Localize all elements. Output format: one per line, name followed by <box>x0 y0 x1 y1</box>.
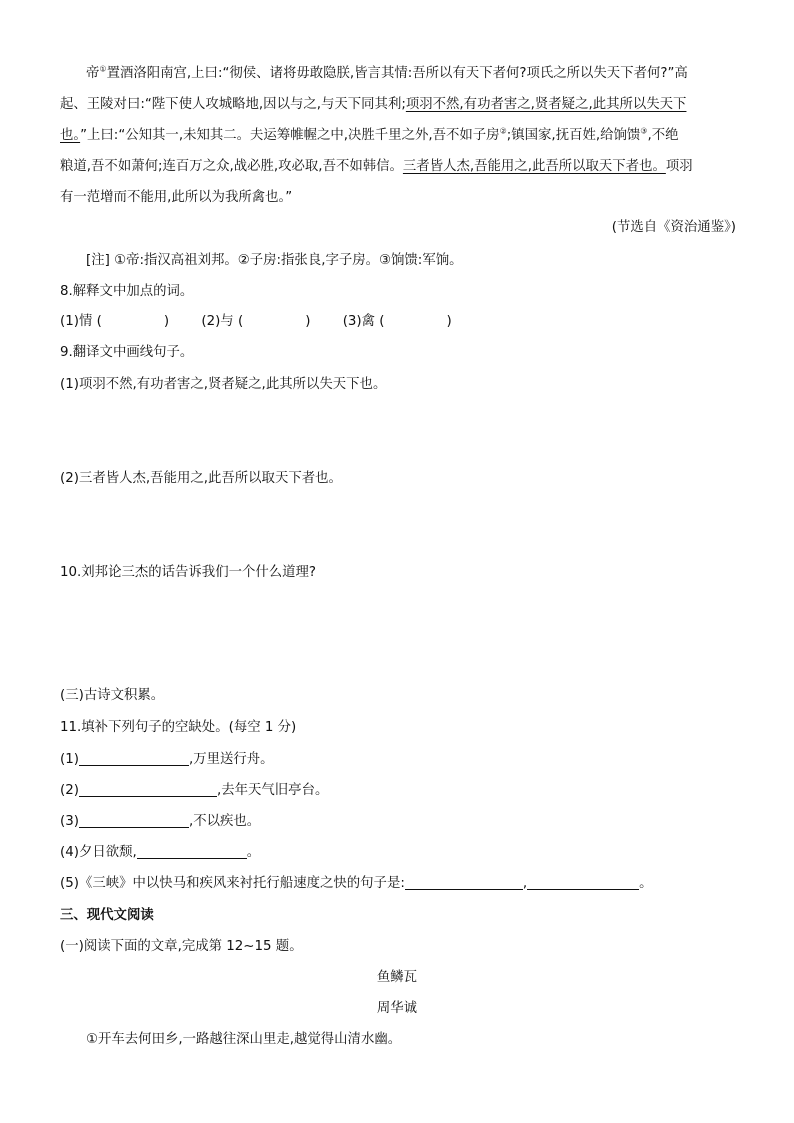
q8-item-1: (1)情 ( ) <box>60 314 170 329</box>
q11-item-3: (3) ,不以疾也。 <box>60 814 261 829</box>
underlined-sentence-2: 三者皆人杰,吾能用之,此吾所以取天下者也。 <box>402 159 666 174</box>
question-8-title: 8.解释文中加点的词。 <box>60 284 194 299</box>
blank-line[interactable] <box>79 781 217 797</box>
question-9-sentence-2: (2)三者皆人杰,吾能用之,此吾所以取天下者也。 <box>60 471 342 486</box>
q11-item-4: (4)夕日欲颓, 。 <box>60 845 261 860</box>
question-11-title: 11.填补下列句子的空缺处。(每空 1 分) <box>60 720 297 735</box>
blank-line[interactable] <box>137 843 247 859</box>
passage-source: (节选自《资治通鉴》) <box>611 220 736 235</box>
blank-line[interactable] <box>405 874 523 890</box>
blank-line[interactable] <box>79 750 189 766</box>
passage-line-4: 粮道,吾不如萧何;连百万之众,战必胜,攻必取,吾不如韩信。三者皆人杰,吾能用之,此吾所以取天下者也。项羽 <box>60 159 693 174</box>
q8-item-3: (3)禽 ( ) <box>342 314 452 329</box>
question-9-title: 9.翻译文中画线句子。 <box>60 345 194 360</box>
section-ancient-poetry: (三)古诗文积累。 <box>60 688 165 703</box>
article-title: 鱼鳞瓦 <box>376 970 418 985</box>
q11-item-2: (2) ,去年天气旧亭台。 <box>60 783 329 798</box>
section-modern-reading: 三、现代文阅读 <box>60 908 154 923</box>
footnote-mark-3: ③ <box>640 126 648 136</box>
blank-line[interactable] <box>527 874 639 890</box>
footnote-mark-1: ① <box>99 64 107 74</box>
passage-line-3: 也。”上曰:“公知其一,未知其二。夫运筹帷幄之中,决胜千里之外,吾不如子房②;镇国家,抚百姓,给饷馈③,不绝 <box>60 126 679 143</box>
footnote-mark-2: ② <box>499 126 507 136</box>
underlined-sentence-1-part1: 项羽不然,有功者害之,贤者疑之,此其所以失天下 <box>405 97 687 112</box>
blank-line[interactable] <box>79 812 189 828</box>
passage-line-2: 起、王陵对曰:“陛下使人攻城略地,因以与之,与天下同其利;项羽不然,有功者害之,贤者疑之,此其所以失天下 <box>60 97 687 112</box>
reading-1-instruction: (一)阅读下面的文章,完成第 12~15 题。 <box>60 939 303 954</box>
question-9-sentence-1: (1)项羽不然,有功者害之,贤者疑之,此其所以失天下也。 <box>60 377 387 392</box>
article-author: 周华诚 <box>376 1001 418 1016</box>
q8-item-2: (2)与 ( ) <box>201 314 311 329</box>
q11-item-1: (1) ,万里送行舟。 <box>60 752 274 767</box>
passage-line-5: 有一范增而不能用,此所以为我所禽也。” <box>60 190 293 205</box>
q11-item-5: (5)《三峡》中以快马和疾风来衬托行船速度之快的句子是: , 。 <box>60 876 653 891</box>
underlined-sentence-1-part2: 也。 <box>60 128 81 143</box>
question-10: 10.刘邦论三杰的话告诉我们一个什么道理? <box>60 565 317 580</box>
passage-line-1: 帝①置酒洛阳南宫,上曰:“彻侯、诸将毋敢隐朕,皆言其情:吾所以有天下者何?项氏之所以失天下者何?”高 <box>86 64 688 81</box>
footnotes: [注] ①帝:指汉高祖刘邦。②子房:指张良,字子房。③饷馈:军饷。 <box>86 253 463 268</box>
article-paragraph-1: ①开车去何田乡,一路越往深山里走,越觉得山清水幽。 <box>86 1032 402 1047</box>
question-8-items <box>60 312 740 332</box>
